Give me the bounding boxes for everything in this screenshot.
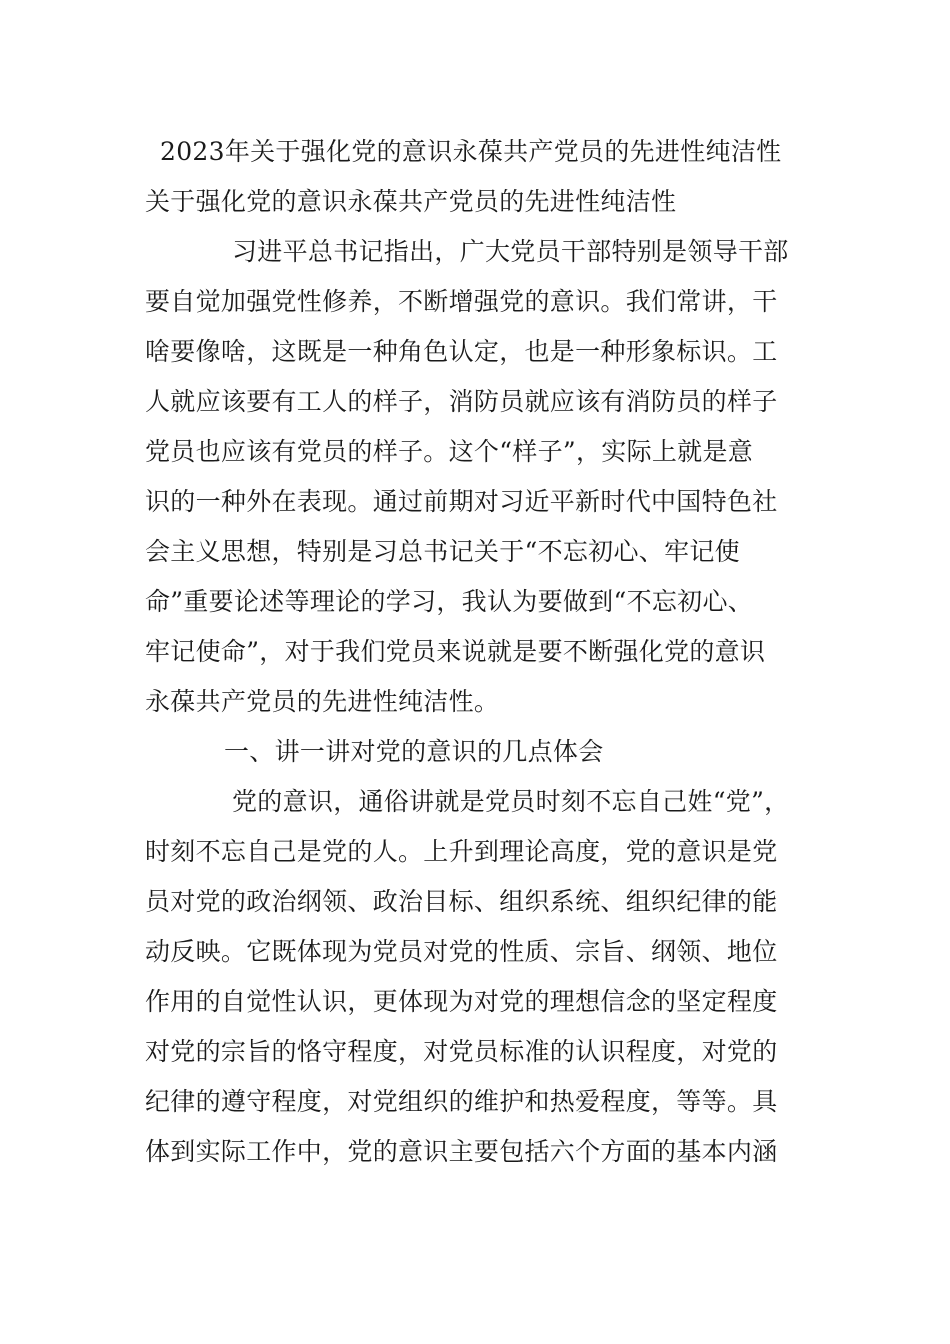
document-subtitle: 关于强化党的意识永葆共产党员的先进性纯洁性 — [145, 187, 677, 216]
section-heading: 一、讲一讲对党的意识的几点体会 — [224, 737, 604, 766]
paragraph-line: 永葆共产党员的先进性纯洁性。 — [145, 687, 500, 716]
paragraph-line: 人就应该要有工人的样子，消防员就应该有消防员的样子 — [145, 387, 778, 416]
paragraph-line: 作用的自觉性认识，更体现为对党的理想信念的坚定程度 — [145, 987, 778, 1016]
paragraph-line: 要自觉加强党性修养，不断增强党的意识。我们常讲，干 — [145, 287, 778, 316]
paragraph-line: 命”重要论述等理论的学习，我认为要做到“不忘初心、 — [145, 587, 754, 616]
paragraph-line: 对党的宗旨的恪守程度，对党员标准的认识程度，对党的 — [145, 1037, 778, 1066]
paragraph-line: 体到实际工作中，党的意识主要包括六个方面的基本内涵 — [145, 1137, 778, 1166]
paragraph-line: 党员也应该有党员的样子。这个“样子”，实际上就是意 — [145, 437, 754, 466]
paragraph-line: 识的一种外在表现。通过前期对习近平新时代中国特色社 — [145, 487, 778, 516]
paragraph-line: 牢记使命”，对于我们党员来说就是要不断强化党的意识 — [145, 637, 766, 666]
paragraph-line: 动反映。它既体现为党员对党的性质、宗旨、纲领、地位 — [145, 937, 778, 966]
paragraph-line: 党的意识，通俗讲就是党员时刻不忘自己姓“党”， — [232, 787, 790, 816]
paragraph-line: 习进平总书记指出，广大党员干部特别是领导干部 — [232, 237, 789, 266]
paragraph-line: 时刻不忘自己是党的人。上升到理论高度，党的意识是党 — [145, 837, 778, 866]
paragraph-line: 员对党的政治纲领、政治目标、组织系统、组织纪律的能 — [145, 887, 778, 916]
paragraph-line: 啥要像啥，这既是一种角色认定，也是一种形象标识。工 — [145, 337, 778, 366]
paragraph-line: 会主义思想，特别是习总书记关于“不忘初心、牢记使 — [145, 537, 740, 566]
document-title: 2023年关于强化党的意识永葆共产党员的先进性纯洁性 — [160, 137, 782, 166]
paragraph-line: 纪律的遵守程度，对党组织的维护和热爱程度，等等。具 — [145, 1087, 778, 1116]
